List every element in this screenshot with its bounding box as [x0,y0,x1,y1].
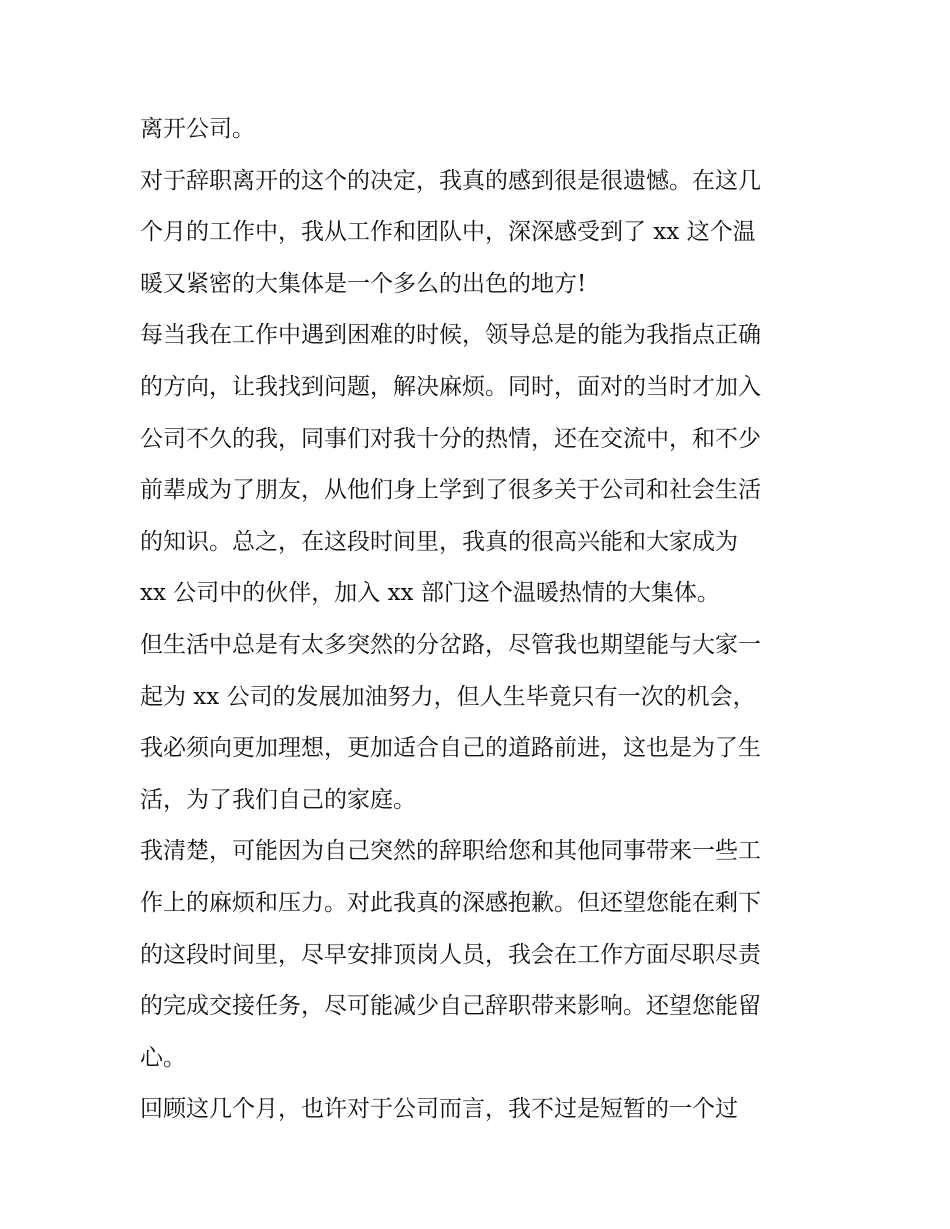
text-line: 的方向，让我找到问题，解决麻烦。同时，面对的当时才加入 [140,373,761,400]
text-line: 的完成交接任务，尽可能减少自己辞职带来影响。还望您能留 [140,993,761,1020]
text-line: 活，为了我们自己的家庭。 [140,786,416,813]
letter-body [140,107,820,1139]
text-line: 对于辞职离开的这个的决定，我真的感到很是很遗憾。在这几 [140,167,761,194]
text-line: 的这段时间里，尽早安排顶岗人员，我会在工作方面尽职尽责 [140,941,761,968]
text-line: 我清楚，可能因为自己突然的辞职给您和其他同事带来一些工 [140,838,761,865]
text-line: 离开公司。 [140,116,255,142]
text-line: xx 公司中的伙伴，加入 xx 部门这个温暖热情的大集体。 [140,580,720,607]
text-line: 每当我在工作中遇到困难的时候，领导总是的能为我指点正确 [140,322,761,349]
text-line: 但生活中总是有太多突然的分岔路，尽管我也期望能与大家一 [140,631,761,658]
text-line: 心。 [140,1044,186,1071]
text-line: 回顾这几个月，也许对于公司而言，我不过是短暂的一个过 [140,1096,738,1123]
text-line: 作上的麻烦和压力。对此我真的深感抱歉。但还望您能在剩下 [140,889,761,916]
text-line: 的知识。总之，在这段时间里，我真的很高兴能和大家成为 [140,528,738,555]
text-line: 个月的工作中，我从工作和团队中，深深感受到了 xx 这个温 [140,219,756,246]
text-line: 公司不久的我，同事们对我十分的热情，还在交流中，和不少 [140,425,761,452]
text-line: 我必须向更加理想，更加适合自己的道路前进，这也是为了生 [140,735,761,762]
text-line: 起为 xx 公司的发展加油努力，但人生毕竟只有一次的机会， [140,683,756,710]
text-line: 暖又紧密的大集体是一个多么的出色的地方! [140,270,587,297]
text-line: 前辈成为了朋友，从他们身上学到了很多关于公司和社会生活 [140,477,761,504]
